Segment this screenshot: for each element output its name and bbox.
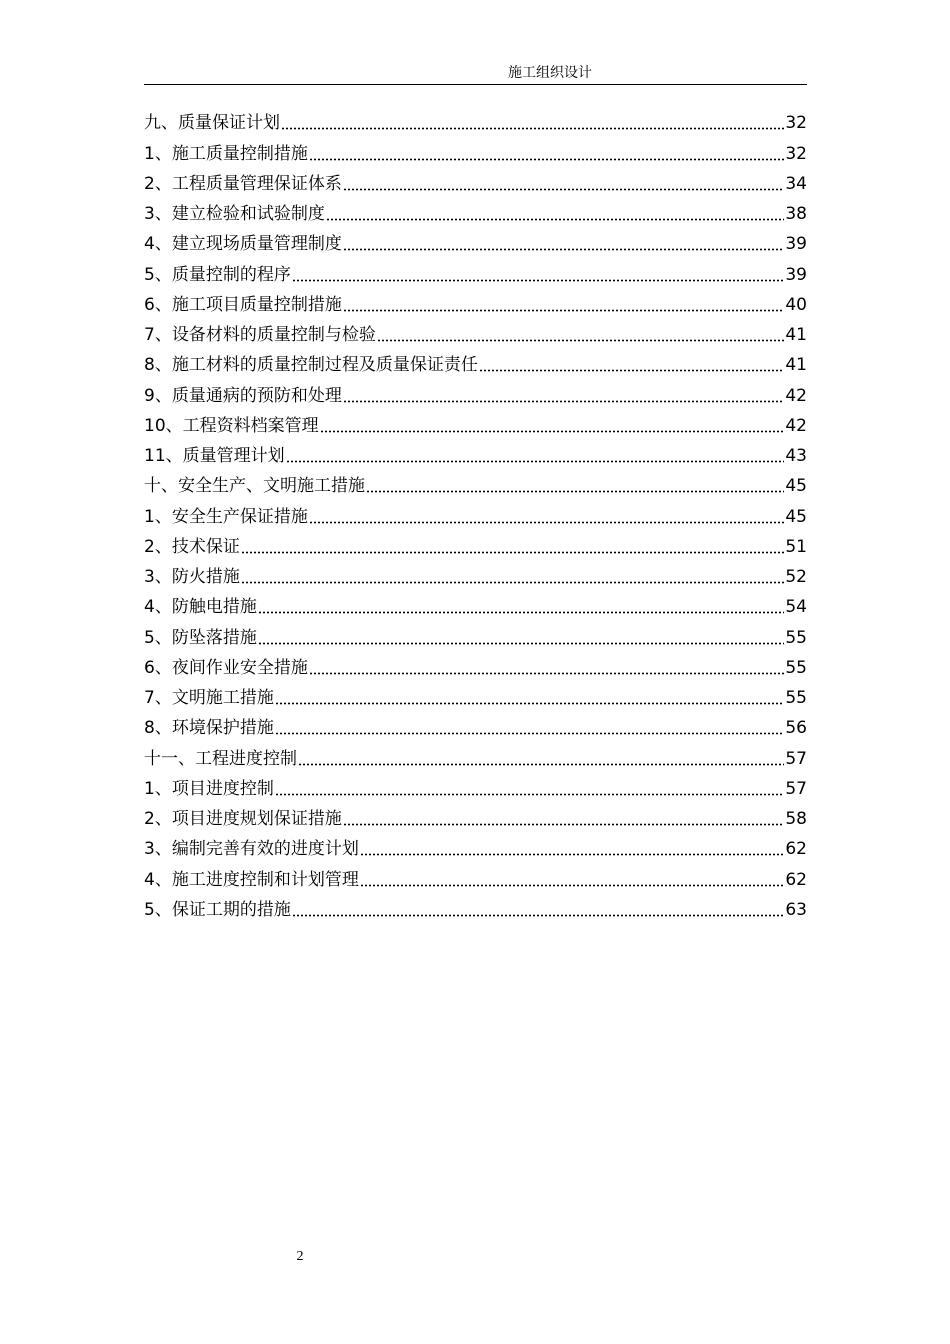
toc-entry[interactable] <box>144 709 807 739</box>
toc-entry[interactable] <box>144 770 807 800</box>
toc-entry[interactable] <box>144 225 807 255</box>
toc-entry-title: 十一、工程进度控制 <box>144 748 297 769</box>
toc-entry-title: 2、项目进度规划保证措施 <box>144 809 342 829</box>
toc-entry[interactable] <box>144 588 807 618</box>
toc-entry-title: 4、建立现场质量管理制度 <box>144 234 342 255</box>
dot-leader <box>320 430 785 433</box>
toc-entry-title: 7、文明施工措施 <box>144 688 274 708</box>
toc-entry-title: 2、工程质量管理保证体系 <box>144 173 342 194</box>
toc-entry-title: 3、防火措施 <box>144 567 240 587</box>
toc-entry[interactable] <box>144 407 807 437</box>
dot-leader <box>275 793 785 796</box>
toc-entry-page: 32 <box>785 143 807 164</box>
dot-leader <box>343 309 785 312</box>
dot-leader <box>479 369 785 372</box>
toc-entry-page: 39 <box>785 234 807 255</box>
toc-entry-page: 55 <box>785 657 807 678</box>
dot-leader <box>343 248 785 251</box>
toc-entry-page: 55 <box>785 688 807 708</box>
toc-entry-page: 55 <box>785 627 807 648</box>
toc-entry-page: 42 <box>785 415 807 436</box>
toc-entry[interactable] <box>144 165 807 195</box>
header-divider <box>144 84 807 85</box>
toc-entry[interactable] <box>144 528 807 558</box>
toc-entry[interactable] <box>144 134 807 164</box>
toc-entry-title: 1、施工质量控制措施 <box>144 143 308 164</box>
dot-leader <box>343 188 785 191</box>
dot-leader <box>292 914 785 917</box>
toc-entry-title: 5、质量控制的程序 <box>144 264 291 285</box>
toc-entry-page: 45 <box>785 476 807 497</box>
toc-entry-page: 45 <box>785 506 807 527</box>
toc-entry-page: 38 <box>785 204 807 224</box>
toc-entry[interactable] <box>144 467 807 497</box>
toc-entry-title: 5、保证工期的措施 <box>144 899 291 920</box>
toc-entry-page: 57 <box>785 778 807 799</box>
toc-entry[interactable] <box>144 437 807 467</box>
toc-entry-title: 8、环境保护措施 <box>144 718 274 739</box>
toc-entry-title: 7、设备材料的质量控制与检验 <box>144 325 376 345</box>
toc-entry-title: 9、质量通病的预防和处理 <box>144 385 342 406</box>
toc-entry-page: 56 <box>785 718 807 739</box>
dot-leader <box>309 158 785 161</box>
dot-leader <box>292 279 785 282</box>
toc-entry[interactable] <box>144 860 807 890</box>
toc-entry-page: 42 <box>785 385 807 406</box>
dot-leader <box>281 127 784 130</box>
toc-entry-page: 39 <box>785 264 807 285</box>
dot-leader <box>326 218 785 221</box>
toc-entry[interactable] <box>144 618 807 648</box>
toc-entry[interactable] <box>144 739 807 769</box>
toc-entry-title: 5、防坠落措施 <box>144 627 257 648</box>
toc-entry[interactable] <box>144 286 807 316</box>
dot-leader <box>286 460 785 463</box>
toc-entry-title: 1、项目进度控制 <box>144 778 274 799</box>
toc-entry-title: 九、质量保证计划 <box>144 113 280 134</box>
toc-entry-title: 3、建立检验和试验制度 <box>144 204 325 224</box>
dot-leader <box>241 581 785 584</box>
dot-leader <box>377 339 785 342</box>
dot-leader <box>258 642 785 645</box>
dot-leader <box>298 763 784 766</box>
toc-entry-title: 4、施工进度控制和计划管理 <box>144 869 359 890</box>
toc-entry[interactable] <box>144 104 807 134</box>
dot-leader <box>366 490 784 493</box>
dot-leader <box>360 853 785 856</box>
toc-entry-page: 63 <box>785 899 807 920</box>
toc-entry-title: 3、编制完善有效的进度计划 <box>144 839 359 860</box>
dot-leader <box>258 611 785 614</box>
dot-leader <box>309 672 785 675</box>
toc-entry-page: 43 <box>785 446 807 466</box>
toc-entry[interactable] <box>144 558 807 588</box>
toc-entry-page: 41 <box>785 325 807 345</box>
toc-entry[interactable] <box>144 649 807 679</box>
toc-entry[interactable] <box>144 346 807 376</box>
toc-entry[interactable] <box>144 376 807 406</box>
toc-entry-page: 34 <box>785 173 807 194</box>
dot-leader <box>275 702 785 705</box>
toc-entry[interactable] <box>144 891 807 921</box>
toc-entry-title: 6、施工项目质量控制措施 <box>144 294 342 315</box>
dot-leader <box>343 400 785 403</box>
toc-entry[interactable] <box>144 679 807 709</box>
toc-entry-page: 54 <box>785 597 807 618</box>
toc-entry-page: 57 <box>785 748 807 769</box>
toc-entry-page: 58 <box>785 809 807 829</box>
toc-entry-page: 40 <box>785 294 807 315</box>
page-header-title: 施工组织设计 <box>508 65 592 81</box>
toc-entry-title: 8、施工材料的质量控制过程及质量保证责任 <box>144 355 478 376</box>
toc-entry[interactable] <box>144 316 807 346</box>
toc-entry-page: 62 <box>785 869 807 890</box>
toc-entry-title: 1、安全生产保证措施 <box>144 506 308 527</box>
toc-entry-page: 52 <box>785 567 807 587</box>
toc-entry[interactable] <box>144 195 807 225</box>
toc-entry[interactable] <box>144 800 807 830</box>
dot-leader <box>275 732 785 735</box>
table-of-contents <box>144 104 807 921</box>
dot-leader <box>360 884 785 887</box>
toc-entry-page: 32 <box>785 113 807 134</box>
toc-entry-title: 十、安全生产、文明施工措施 <box>144 476 365 497</box>
page-number: 2 <box>296 1249 304 1264</box>
toc-entry-title: 10、工程资料档案管理 <box>144 415 319 436</box>
toc-entry[interactable] <box>144 255 807 285</box>
toc-entry-title: 11、质量管理计划 <box>144 446 285 466</box>
toc-entry-page: 62 <box>785 839 807 860</box>
toc-entry-title: 4、防触电措施 <box>144 597 257 618</box>
toc-entry-page: 41 <box>785 355 807 376</box>
toc-entry-page: 51 <box>785 536 807 557</box>
toc-entry-title: 6、夜间作业安全措施 <box>144 657 308 678</box>
dot-leader <box>309 521 785 524</box>
dot-leader <box>343 823 785 826</box>
toc-entry[interactable] <box>144 830 807 860</box>
toc-entry-title: 2、技术保证 <box>144 536 240 557</box>
dot-leader <box>241 551 785 554</box>
toc-entry[interactable] <box>144 497 807 527</box>
